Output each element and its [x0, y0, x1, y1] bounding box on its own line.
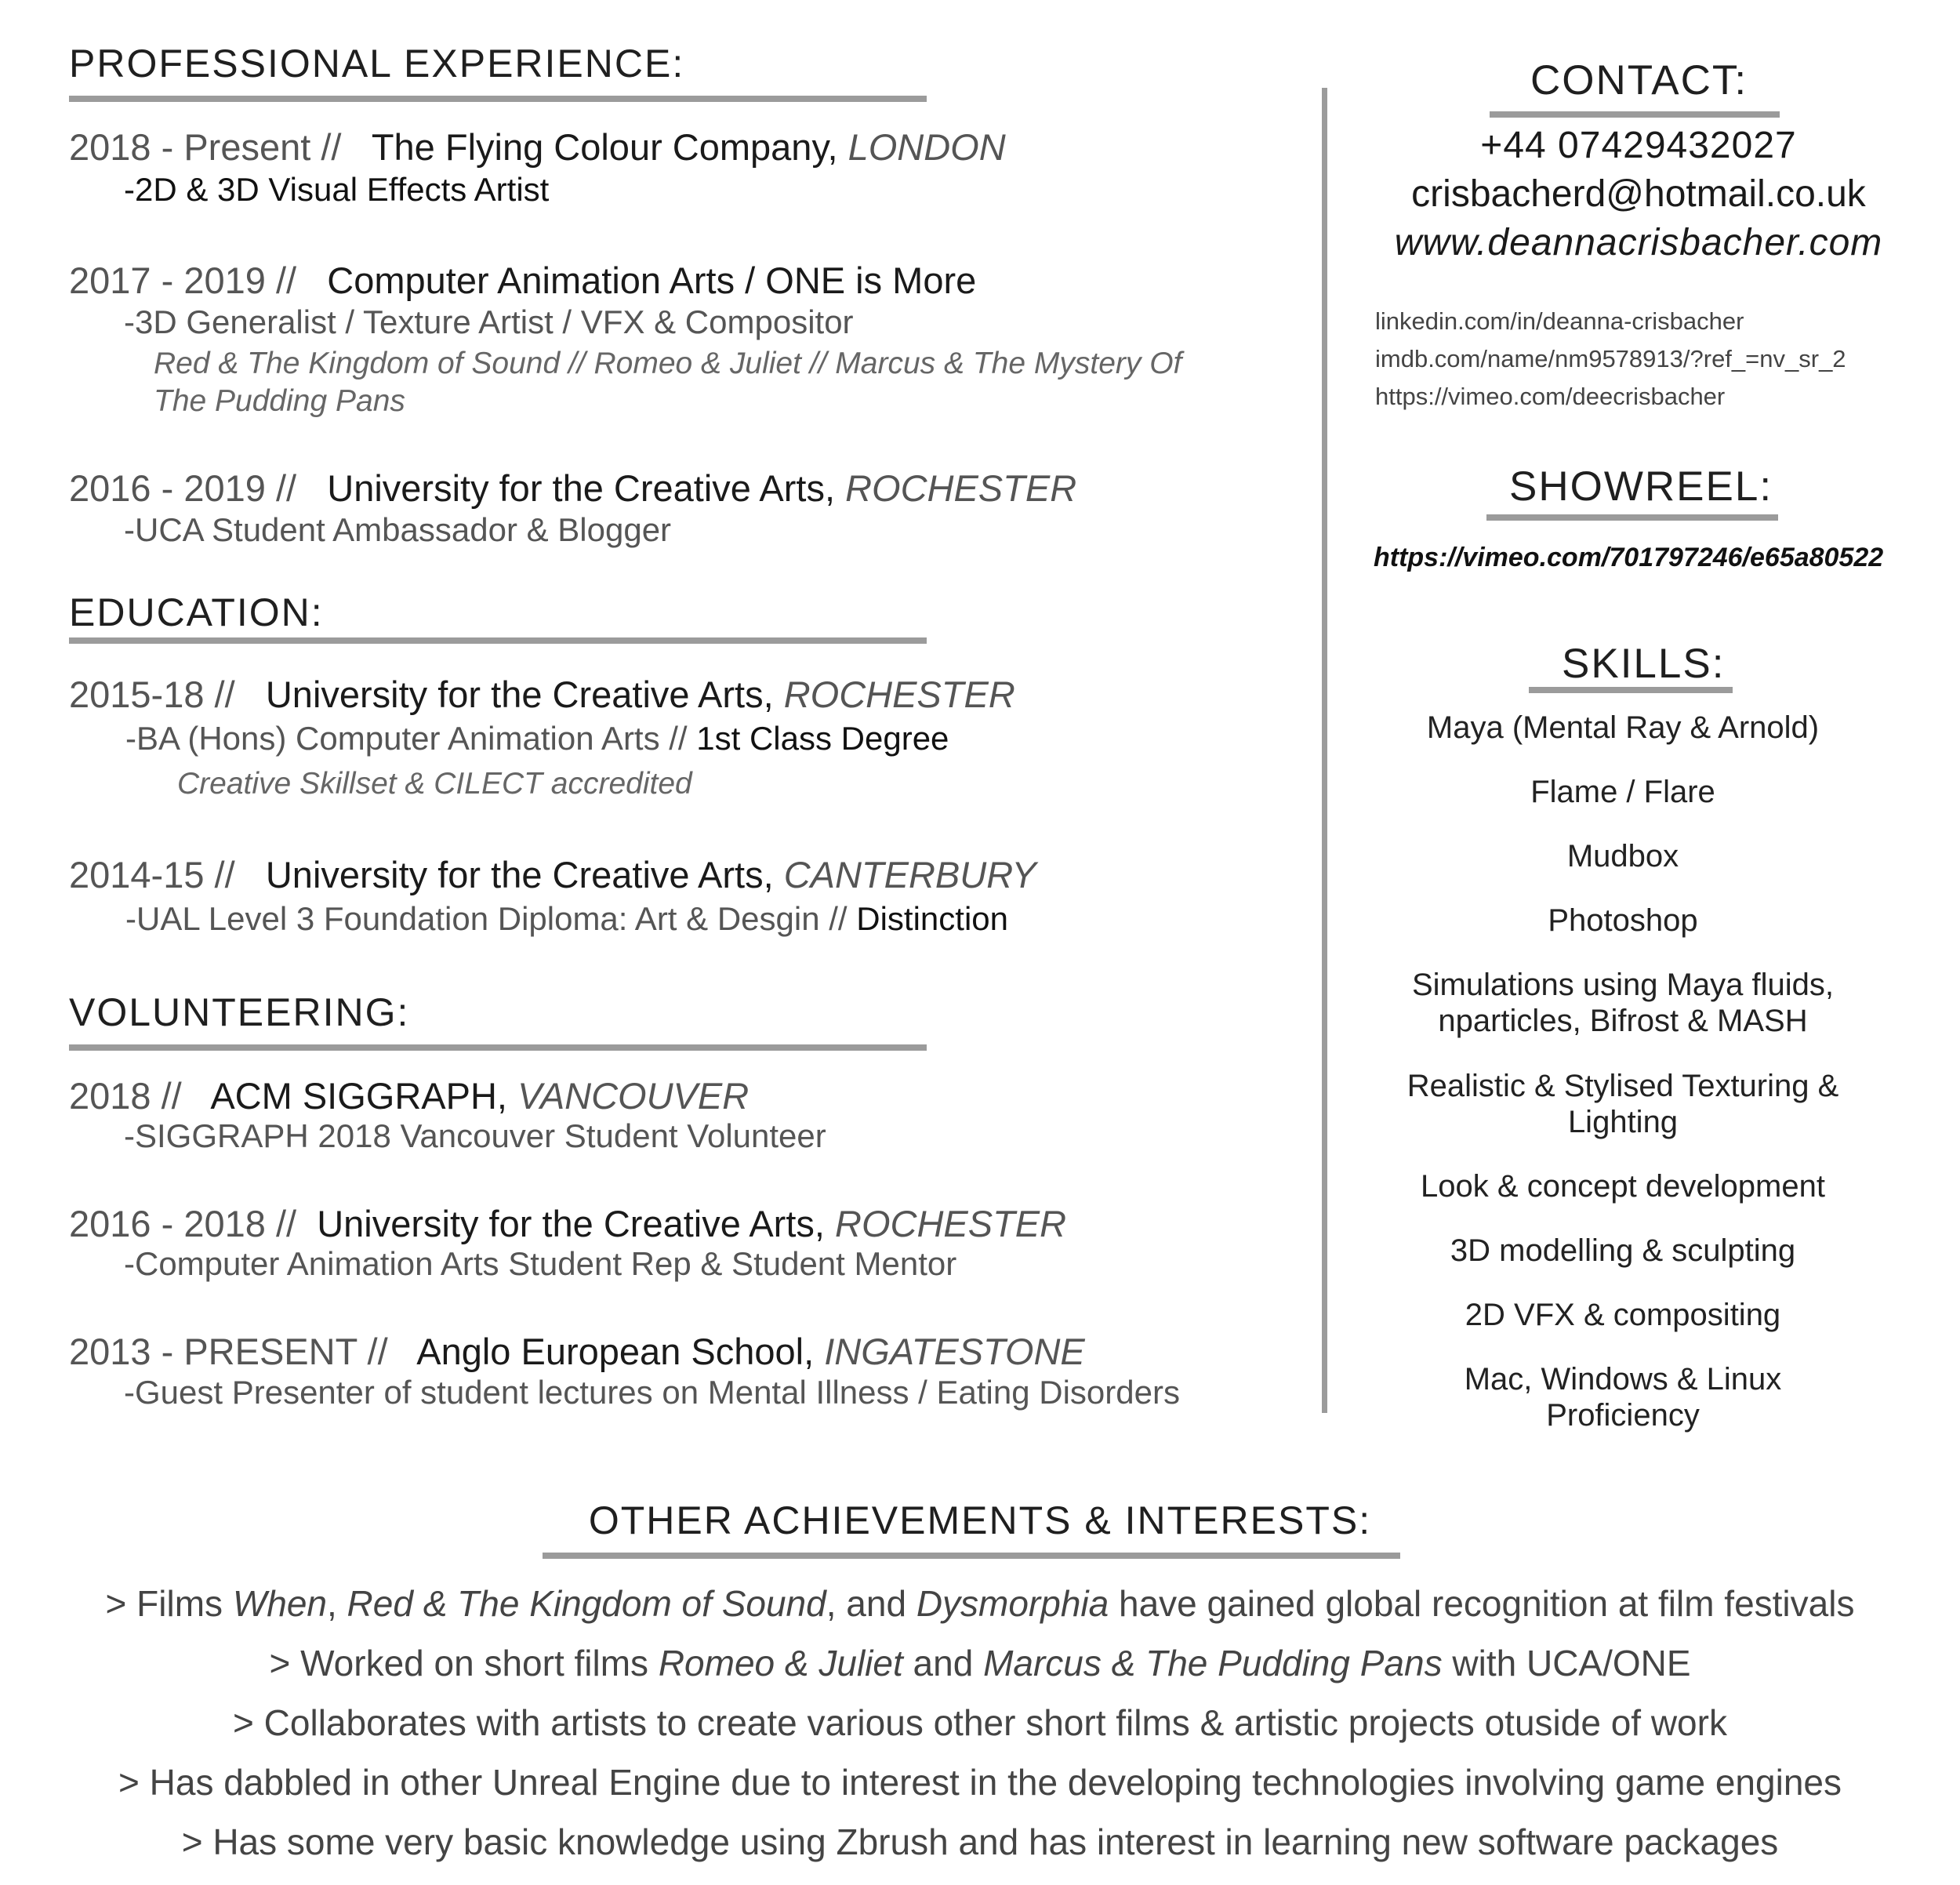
volunteering-location: INGATESTONE — [824, 1331, 1085, 1372]
volunteering-dates: 2016 - 2018 // — [69, 1203, 297, 1244]
contact-website[interactable]: www.deannacrisbacher.com — [1394, 222, 1883, 263]
showreel-rule — [1486, 514, 1778, 521]
experience-item-0-header — [69, 125, 1006, 169]
skill-item: Mac, Windows & Linux Proficiency — [1464, 1362, 1782, 1433]
showreel-heading: SHOWREEL: — [1509, 463, 1773, 510]
education-org: University for the Creative Arts, — [265, 854, 774, 895]
column-divider — [1322, 88, 1327, 1413]
volunteering-heading: VOLUNTEERING: — [69, 990, 410, 1034]
skill-item: Realistic & Stylised Texturing & Lighting — [1406, 1069, 1839, 1139]
skills-heading: SKILLS: — [1562, 641, 1726, 687]
skill-item: Flame / Flare — [1530, 775, 1715, 809]
achievement-line-2: > Worked on short films Romeo & Juliet and Marcus & The Pudding Pans with UCA/ONE — [269, 1643, 1691, 1683]
volunteering-item-0-header — [69, 1074, 749, 1117]
education-degree-text: -BA (Hons) Computer Animation Arts // — [125, 720, 688, 757]
volunteering-item-1-header — [69, 1202, 1066, 1245]
experience-heading: PROFESSIONAL EXPERIENCE: — [69, 42, 685, 85]
experience-item-2-role: -UCA Student Ambassador & Blogger — [124, 511, 672, 548]
experience-org: Computer Animation Arts / ONE is More — [327, 260, 977, 301]
education-org: University for the Creative Arts, — [265, 674, 774, 715]
education-heading: EDUCATION: — [69, 590, 324, 634]
experience-org: University for the Creative Arts, — [327, 467, 836, 509]
education-degree-text: -UAL Level 3 Foundation Diploma: Art & Desgin // — [125, 900, 848, 937]
volunteering-rule — [69, 1044, 927, 1051]
experience-item-1-header — [69, 259, 976, 302]
experience-item-1-role: -3D Generalist / Texture Artist / VFX & Compositor — [124, 303, 854, 340]
education-item-1-header — [69, 853, 1036, 896]
contact-phone[interactable]: +44 07429432027 — [1480, 125, 1797, 166]
contact-vimeo[interactable]: https://vimeo.com/deecrisbacher — [1375, 383, 1726, 410]
volunteering-item-0-role: -SIGGRAPH 2018 Vancouver Student Volunteer — [124, 1117, 826, 1154]
experience-rule — [69, 96, 927, 102]
education-item-1-degree — [125, 900, 1008, 938]
skill-item: 3D modelling & sculpting — [1450, 1233, 1796, 1268]
education-dates: 2014-15 // — [69, 854, 235, 895]
experience-location: ROCHESTER — [845, 467, 1077, 509]
contact-rule — [1490, 111, 1780, 118]
contact-imdb[interactable]: imdb.com/name/nm9578913/?ref_=nv_sr_2 — [1375, 345, 1846, 372]
experience-dates: 2017 - 2019 // — [69, 260, 297, 301]
showreel-link[interactable]: https://vimeo.com/701797246/e65a80522 — [1374, 543, 1884, 572]
volunteering-item-1-role: -Computer Animation Arts Student Rep & Student Mentor — [124, 1245, 957, 1282]
experience-org: The Flying Colour Company, — [371, 126, 838, 168]
volunteering-location: ROCHESTER — [835, 1203, 1067, 1244]
contact-linkedin[interactable]: linkedin.com/in/deanna-crisbacher — [1375, 307, 1744, 335]
skill-item: Photoshop — [1548, 903, 1698, 938]
contact-email[interactable]: crisbacherd@hotmail.co.uk — [1411, 173, 1866, 215]
skill-item: 2D VFX & compositing — [1465, 1298, 1781, 1332]
experience-item-2-header — [69, 467, 1076, 510]
skill-item: Look & concept development — [1421, 1169, 1825, 1204]
achievements-heading: OTHER ACHIEVEMENTS & INTERESTS: — [588, 1498, 1372, 1542]
volunteering-dates: 2013 - PRESENT // — [69, 1331, 388, 1372]
volunteering-org: Anglo European School, — [416, 1331, 815, 1372]
education-location: CANTERBURY — [783, 854, 1036, 895]
experience-item-1-projects-line2: The Pudding Pans — [154, 384, 405, 418]
achievement-line-3: > Collaborates with artists to create various other short films & artistic projects otuside of work — [233, 1702, 1727, 1743]
achievement-line-1: > Films When, Red & The Kingdom of Sound, and Dysmorphia have gained global recognition at film festivals — [105, 1583, 1855, 1624]
contact-heading: CONTACT: — [1530, 57, 1748, 104]
education-item-0-header — [69, 673, 1015, 716]
education-item-0-degree — [125, 720, 949, 757]
volunteering-item-2-header — [69, 1330, 1085, 1373]
volunteering-org: ACM SIGGRAPH, — [210, 1075, 507, 1117]
skills-rule — [1529, 687, 1733, 693]
volunteering-location: VANCOUVER — [517, 1075, 750, 1117]
volunteering-org: University for the Creative Arts, — [317, 1203, 825, 1244]
education-award: 1st Class Degree — [696, 720, 949, 757]
education-rule — [69, 637, 927, 644]
achievement-line-4: > Has dabbled in other Unreal Engine due to interest in the developing technologies involving game engines — [118, 1762, 1842, 1803]
education-location: ROCHESTER — [783, 674, 1015, 715]
skill-item: Maya (Mental Ray & Arnold) — [1426, 710, 1820, 745]
experience-dates: 2016 - 2019 // — [69, 467, 297, 509]
achievements-rule — [543, 1553, 1400, 1559]
education-item-0-accreditation: Creative Skillset & CILECT accredited — [177, 767, 692, 801]
volunteering-item-2-role: -Guest Presenter of student lectures on Mental Illness / Eating Disorders — [124, 1374, 1180, 1411]
achievement-line-5: > Has some very basic knowledge using Zbrush and has interest in learning new software packages — [181, 1821, 1779, 1862]
experience-location: LONDON — [848, 126, 1006, 168]
education-dates: 2015-18 // — [69, 674, 235, 715]
experience-item-1-projects-line1: Red & The Kingdom of Sound // Romeo & Juliet // Marcus & The Mystery Of — [154, 347, 1182, 380]
experience-item-0-role: -2D & 3D Visual Effects Artist — [124, 171, 550, 208]
education-award: Distinction — [856, 900, 1008, 937]
experience-dates: 2018 - Present // — [69, 126, 342, 168]
skill-item: Simulations using Maya fluids, nparticles, Bifrost & MASH — [1411, 968, 1835, 1038]
volunteering-dates: 2018 // — [69, 1075, 182, 1117]
skill-item: Mudbox — [1566, 839, 1679, 873]
